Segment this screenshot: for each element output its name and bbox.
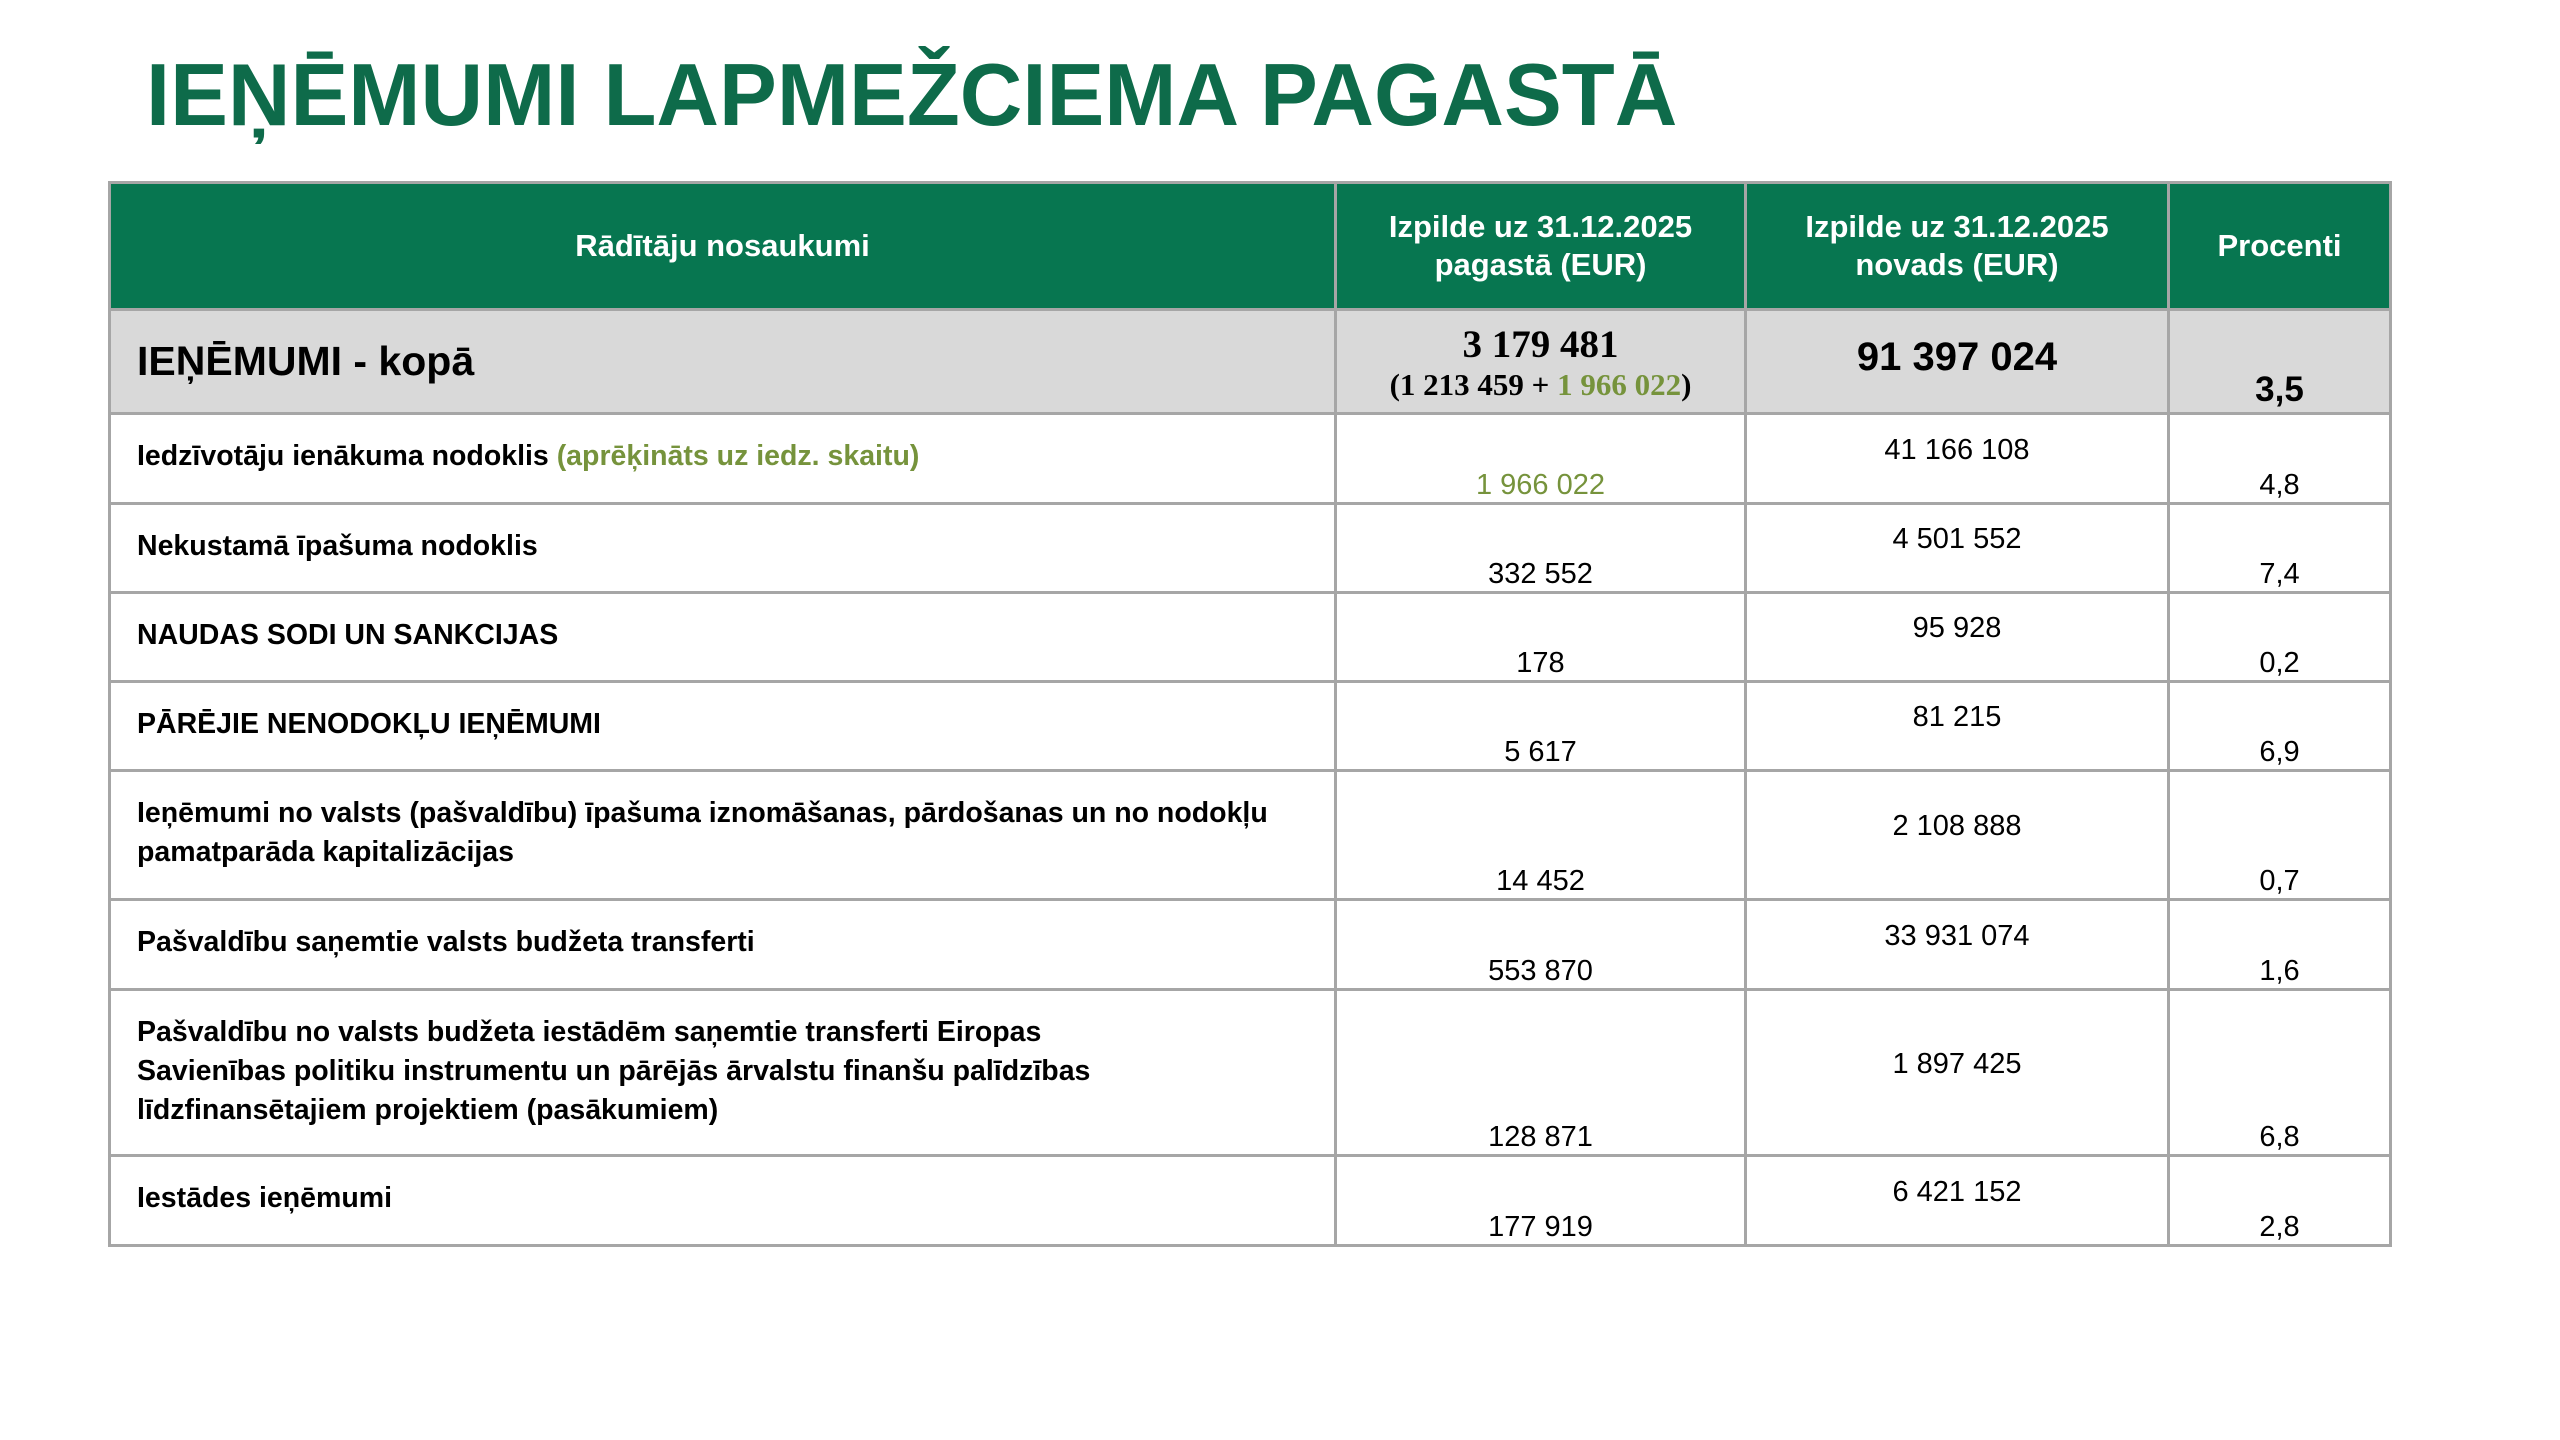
row-percent-value: 2,8 bbox=[2169, 1156, 2391, 1246]
header-pagasts-line2: pagastā (EUR) bbox=[1434, 247, 1647, 282]
row-label: Iestādes ieņēmumi bbox=[110, 1156, 1336, 1246]
header-pagasts bbox=[1336, 183, 1746, 310]
header-percent-label: Procenti bbox=[2217, 228, 2342, 263]
row-label: PĀRĒJIE NENODOKĻU IEŅĒMUMI bbox=[110, 682, 1336, 771]
header-percent bbox=[2169, 183, 2391, 310]
row-label bbox=[110, 414, 1336, 504]
header-indicator-names-label: Rādītāju nosaukumi bbox=[575, 228, 870, 263]
total-novads-value: 91 397 024 bbox=[1746, 310, 2169, 414]
row-pagasts-value: 332 552 bbox=[1336, 504, 1746, 593]
row-label: NAUDAS SODI UN SANKCIJAS bbox=[110, 593, 1336, 682]
row-novads-value: 1 897 425 bbox=[1746, 990, 2169, 1156]
row-novads-value: 81 215 bbox=[1746, 682, 2169, 771]
breakdown-green-value: 1 966 022 bbox=[1557, 366, 1682, 402]
row-pagasts-value: 1 966 022 bbox=[1336, 414, 1746, 504]
row-percent-value: 6,8 bbox=[2169, 990, 2391, 1156]
header-novads-line1: Izpilde uz 31.12.2025 bbox=[1805, 209, 2109, 244]
total-pagasts-breakdown bbox=[1337, 367, 1744, 403]
header-indicator-names bbox=[110, 183, 1336, 310]
total-pagasts-value: 3 179 481 bbox=[1462, 322, 1619, 366]
total-pagasts-cell bbox=[1336, 310, 1746, 414]
table-row bbox=[110, 682, 2391, 771]
row-pagasts-value: 177 919 bbox=[1336, 1156, 1746, 1246]
table-row bbox=[110, 1156, 2391, 1246]
row-novads-value: 41 166 108 bbox=[1746, 414, 2169, 504]
row-novads-value: 95 928 bbox=[1746, 593, 2169, 682]
table-row bbox=[110, 504, 2391, 593]
table-row bbox=[110, 771, 2391, 900]
table-header-row bbox=[110, 183, 2391, 310]
table-row bbox=[110, 414, 2391, 504]
row-percent-value: 6,9 bbox=[2169, 682, 2391, 771]
row-percent-value: 0,2 bbox=[2169, 593, 2391, 682]
row-pagasts-value: 178 bbox=[1336, 593, 1746, 682]
row-label-note: (aprēķināts uz iedz. skaitu) bbox=[556, 440, 920, 472]
header-novads bbox=[1746, 183, 2169, 310]
table-row bbox=[110, 990, 2391, 1156]
total-label: IEŅĒMUMI - kopā bbox=[110, 310, 1336, 414]
row-novads-value: 6 421 152 bbox=[1746, 1156, 2169, 1246]
total-percent-value: 3,5 bbox=[2169, 310, 2391, 414]
row-label: Ieņēmumi no valsts (pašvaldību) īpašuma iznomāšanas, pārdošanas un no nodokļu pamatparāda kapitalizācijas bbox=[110, 771, 1336, 900]
row-novads-value: 4 501 552 bbox=[1746, 504, 2169, 593]
revenue-table bbox=[108, 181, 2392, 1247]
row-percent-value: 7,4 bbox=[2169, 504, 2391, 593]
row-pagasts-value: 128 871 bbox=[1336, 990, 1746, 1156]
row-label: Pašvaldību saņemtie valsts budžeta transferti bbox=[110, 900, 1336, 990]
row-label-text: Iedzīvotāju ienākuma nodoklis bbox=[137, 440, 549, 472]
row-label: Nekustamā īpašuma nodoklis bbox=[110, 504, 1336, 593]
row-label-line3: līdzfinansētajiem projektiem (pasākumiem) bbox=[137, 1094, 719, 1126]
table-row bbox=[110, 593, 2391, 682]
row-percent-value: 1,6 bbox=[2169, 900, 2391, 990]
row-pagasts-value: 14 452 bbox=[1336, 771, 1746, 900]
row-label bbox=[110, 990, 1336, 1156]
breakdown-open: (1 213 459 + bbox=[1389, 366, 1558, 402]
row-pagasts-value: 5 617 bbox=[1336, 682, 1746, 771]
row-percent-value: 4,8 bbox=[2169, 414, 2391, 504]
breakdown-close: ) bbox=[1681, 366, 1692, 402]
row-novads-value: 2 108 888 bbox=[1746, 771, 2169, 900]
row-label-line1: Pašvaldību no valsts budžeta iestādēm saņemtie transferti Eiropas bbox=[137, 1016, 1042, 1048]
row-percent-value: 0,7 bbox=[2169, 771, 2391, 900]
page-title: IEŅĒMUMI LAPMEŽCIEMA PAGASTĀ bbox=[146, 45, 1678, 144]
row-pagasts-value: 553 870 bbox=[1336, 900, 1746, 990]
table-row bbox=[110, 900, 2391, 990]
row-novads-value: 33 931 074 bbox=[1746, 900, 2169, 990]
header-novads-line2: novads (EUR) bbox=[1855, 247, 2059, 282]
header-pagasts-line1: Izpilde uz 31.12.2025 bbox=[1388, 209, 1693, 244]
row-label-line2: Savienības politiku instrumentu un pārējās ārvalstu finanšu palīdzības bbox=[137, 1055, 1091, 1087]
total-row bbox=[110, 310, 2391, 414]
